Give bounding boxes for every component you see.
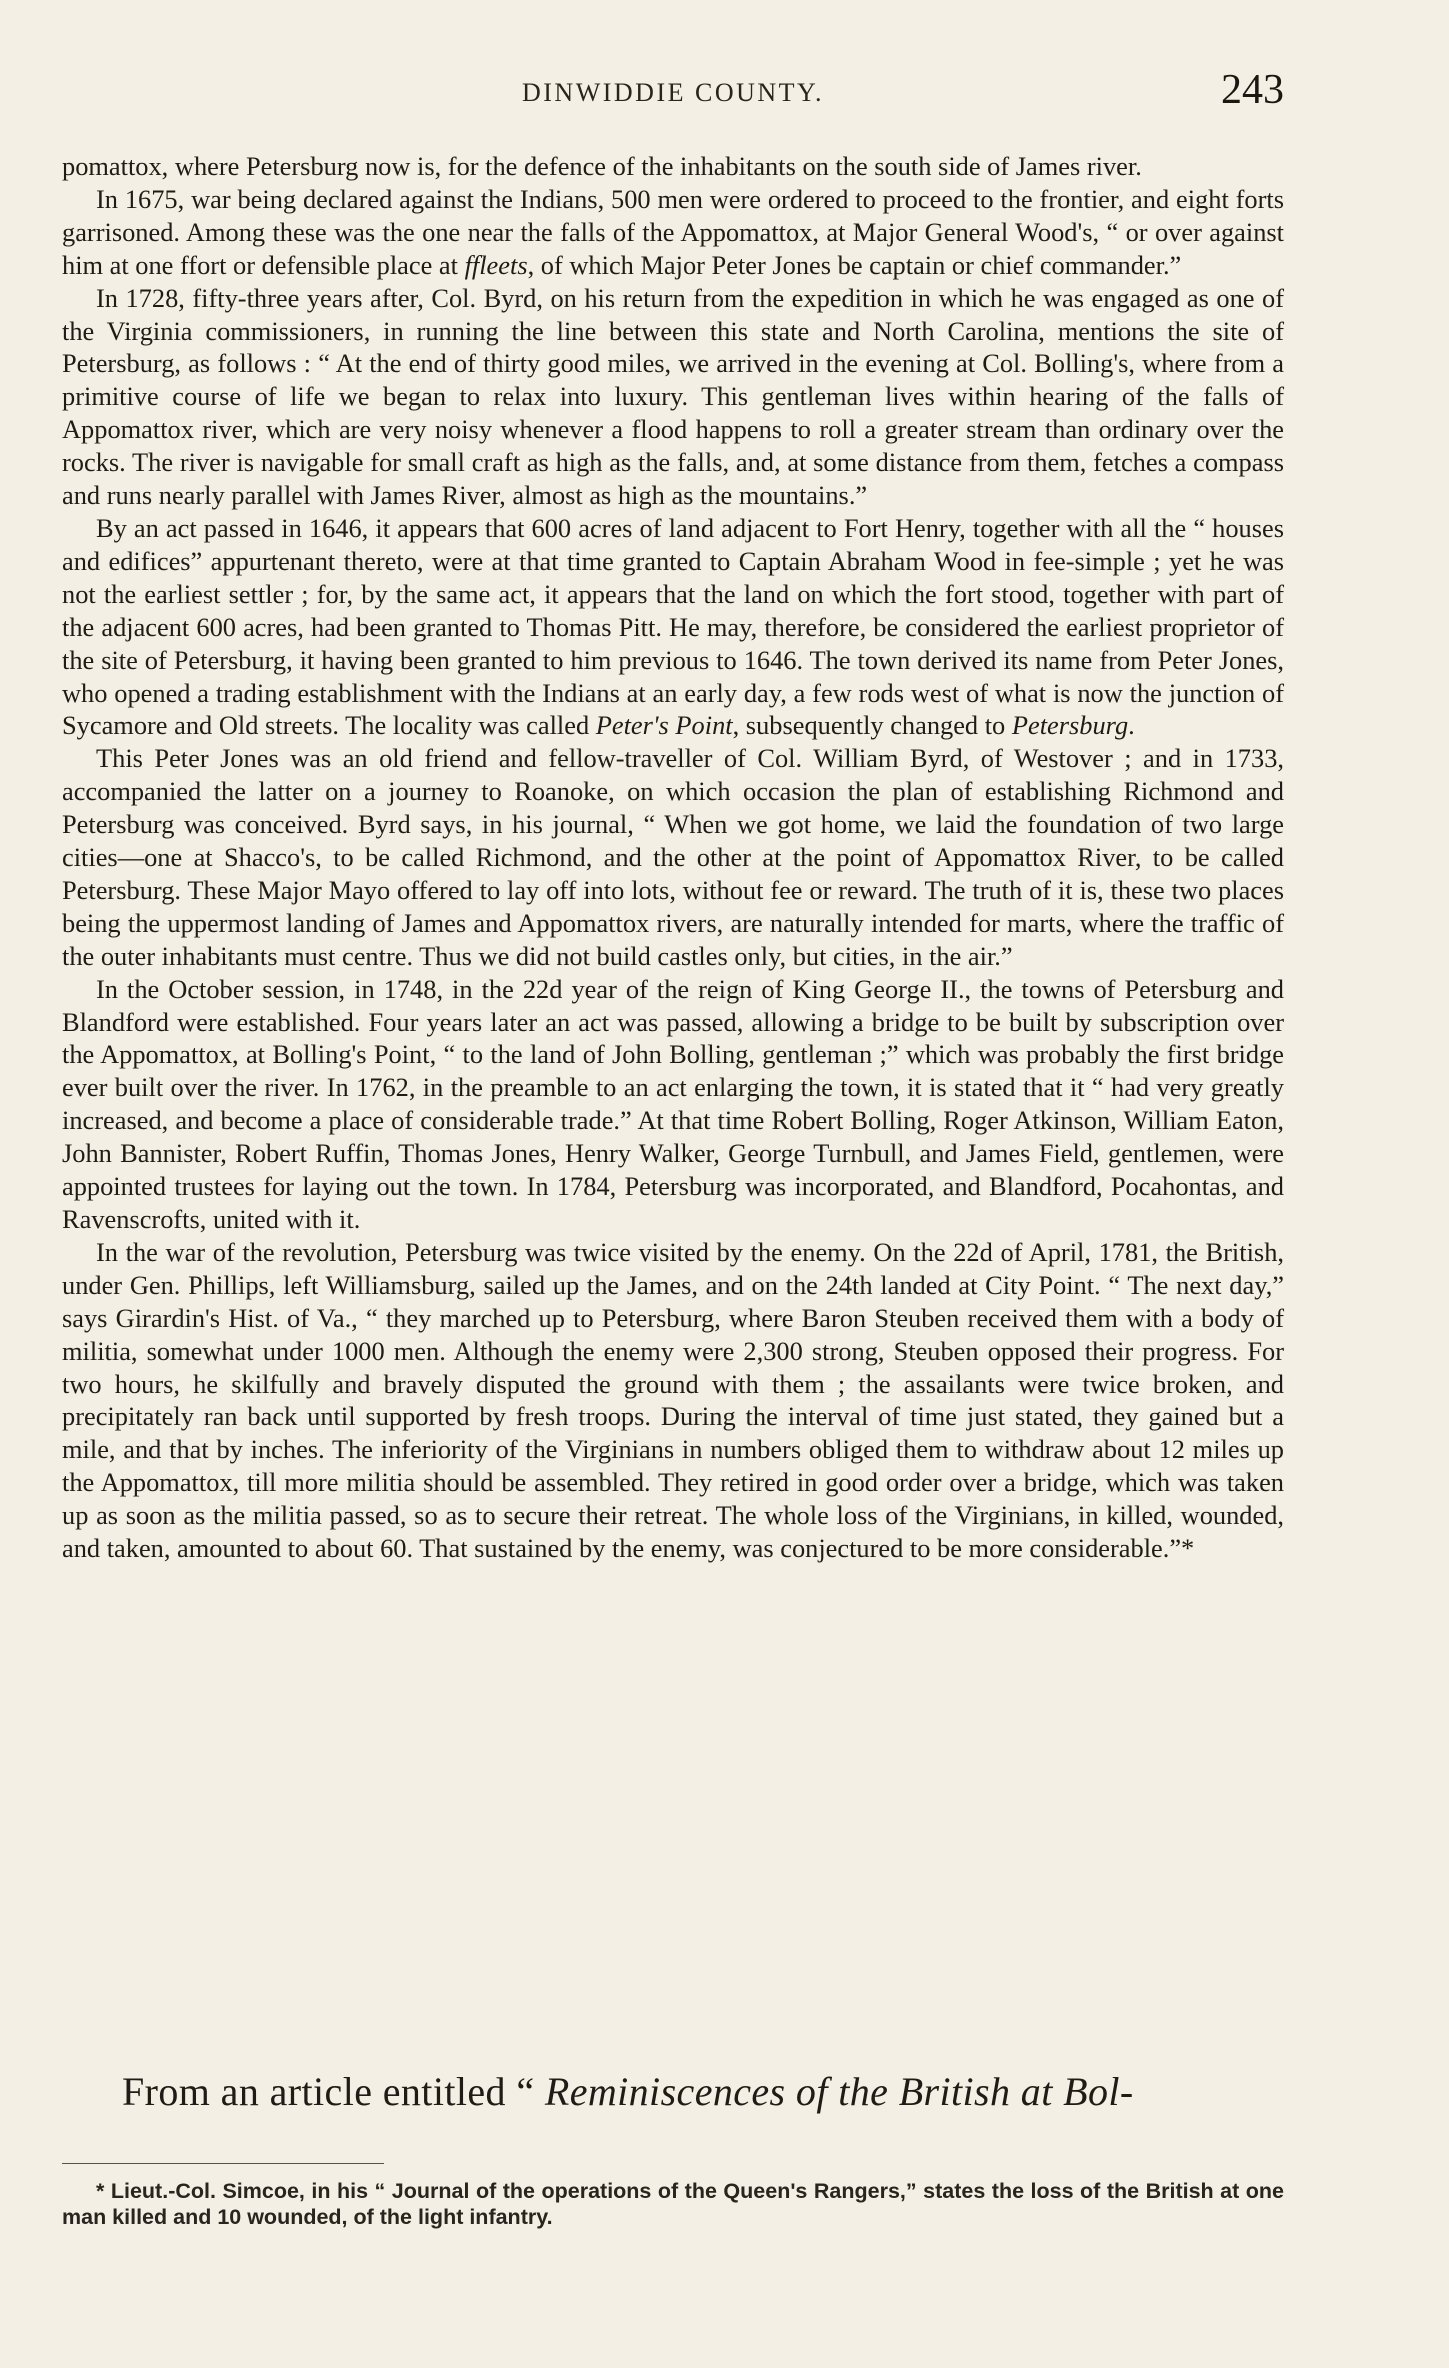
- running-title: DINWIDDIE COUNTY.: [522, 78, 824, 107]
- italic-term: ffleets: [464, 249, 528, 280]
- article-title-italic: Reminiscences of the British at Bol-: [544, 2069, 1134, 2114]
- paragraph-1: pomattox, where Petersburg now is, for the defence of the inhabitants on the south side of James river.: [62, 151, 1142, 181]
- italic-term: Petersburg: [1011, 710, 1129, 741]
- page-number: 243: [1221, 67, 1284, 113]
- footnote-rule: [62, 2163, 384, 2164]
- footnote: * Lieut.-Col. Simcoe, in his “ Journal of the operations of the Queen's Rangers,” states the loss of the British at one man killed and 10 wounded, of the light infantry.: [62, 2179, 1284, 2229]
- paragraph-7: In the war of the revolution, Petersburg was twice visited by the enemy. On the 22d of April, 1781, the British, under Gen. Phillips, left Williamsburg, sailed up the James, and on the 24th landed at City Point. “ The next day,” says Girardin's Hist. of Va., “ they marched up to Petersburg, where Baron Steuben received them with a body of militia, somewhat under 1000 men. Although the enemy were 2,300 strong, Steuben opposed their progress. For two hours, he skilfully and bravely disputed the ground with them ; the assailants were twice broken, and precipitately ran back until supported by fresh troops. During the interval of time just stated, they gained but a mile, and that by inches. The inferiority of the Virginians in numbers obliged them to withdraw about 12 miles up the Appomattox, till more militia should be assembled. They retired in good order over a bridge, which was taken up as soon as the militia passed, so as to secure their retreat. The whole loss of the Virginians, in killed, wounded, and taken, amounted to about 60. That sustained by the enemy, was conjectured to be more considerable.”*: [62, 1236, 1284, 1564]
- paragraph-3: In 1728, fifty-three years after, Col. Byrd, on his return from the expedition in which he was engaged as one of the Virginia commissioners, in running the line between this state and North Carolina, mentions the site of Petersburg, as follows : “ At the end of thirty good miles, we arrived in the evening at Col. Bolling's, where from a primitive course of life we began to relax into luxury. This gentleman lives within hearing of the falls of Appomattox river, which are very noisy whenever a flood happens to roll a greater stream than ordinary over the rocks. The river is navigable for small craft as high as the falls, and, at some distance from them, fetches a compass and runs nearly parallel with James River, almost as high as the mountains.”: [62, 282, 1284, 511]
- paragraph-2: In 1675, war being declared against the Indians, 500 men were ordered to proceed to the frontier, and eight forts garrisoned. Among these was the one near the falls of the Appomattox, at Major General Wood's, “ or over against him at one ffort or defensible place at ffleets, of which Major Peter Jones be captain or chief commander.”: [62, 183, 1284, 280]
- paragraph-6: In the October session, in 1748, in the 22d year of the reign of King George II., the towns of Petersburg and Blandford were established. Four years later an act was passed, allowing a bridge to be built by subscription over the Appomattox, at Bolling's Point, “ to the land of John Bolling, gentleman ;” which was probably the first bridge ever built over the river. In 1762, in the preamble to an act enlarging the town, it is stated that it “ had very greatly increased, and become a place of considerable trade.” At that time Robert Bolling, Roger Atkinson, William Eaton, John Bannister, Robert Ruffin, Thomas Jones, Henry Walker, George Turnbull, and James Field, gentlemen, were appointed trustees for laying out the town. In 1784, Petersburg was incorporated, and Blandford, Pocahontas, and Ravenscrofts, united with it.: [62, 973, 1284, 1234]
- italic-term: Peter's Point: [595, 710, 733, 741]
- article-title-prefix: From an article entitled “: [122, 2069, 545, 2114]
- paragraph-4: By an act passed in 1646, it appears that 600 acres of land adjacent to Fort Henry, together with all the “ houses and edifices” appurtenant thereto, were at that time granted to Captain Abraham Wood in fee-simple ; yet he was not the earliest settler ; for, by the same act, it appears that the land on which the fort stood, together with part of the adjacent 600 acres, had been granted to Thomas Pitt. He may, therefore, be considered the earliest proprietor of the site of Petersburg, it having been granted to him previous to 1646. The town derived its name from Peter Jones, who opened a trading establishment with the Indians at an early day, a few rods west of what is now the junction of Sycamore and Old streets. The locality was called Peter's Point, subsequently changed to Petersburg.: [62, 512, 1284, 741]
- paragraph-5: This Peter Jones was an old friend and fellow-traveller of Col. William Byrd, of Westover ; and in 1733, accompanied the latter on a journey to Roanoke, on which occasion the plan of establishing Richmond and Petersburg was conceived. Byrd says, in his journal, “ When we got home, we laid the foundation of two large cities—one at Shacco's, to be called Richmond, and the other at the point of Appomattox River, to be called Petersburg. These Major Mayo offered to lay off into lots, without fee or reward. The truth of it is, these two places being the uppermost landing of James and Appomattox rivers, are naturally intended for marts, where the traffic of the outer inhabitants must centre. Thus we did not build castles only, but cities, in the air.”: [62, 743, 1284, 971]
- article-title-line: [122, 2068, 1287, 2116]
- body-text: [62, 150, 1284, 1565]
- running-head: [62, 66, 1284, 116]
